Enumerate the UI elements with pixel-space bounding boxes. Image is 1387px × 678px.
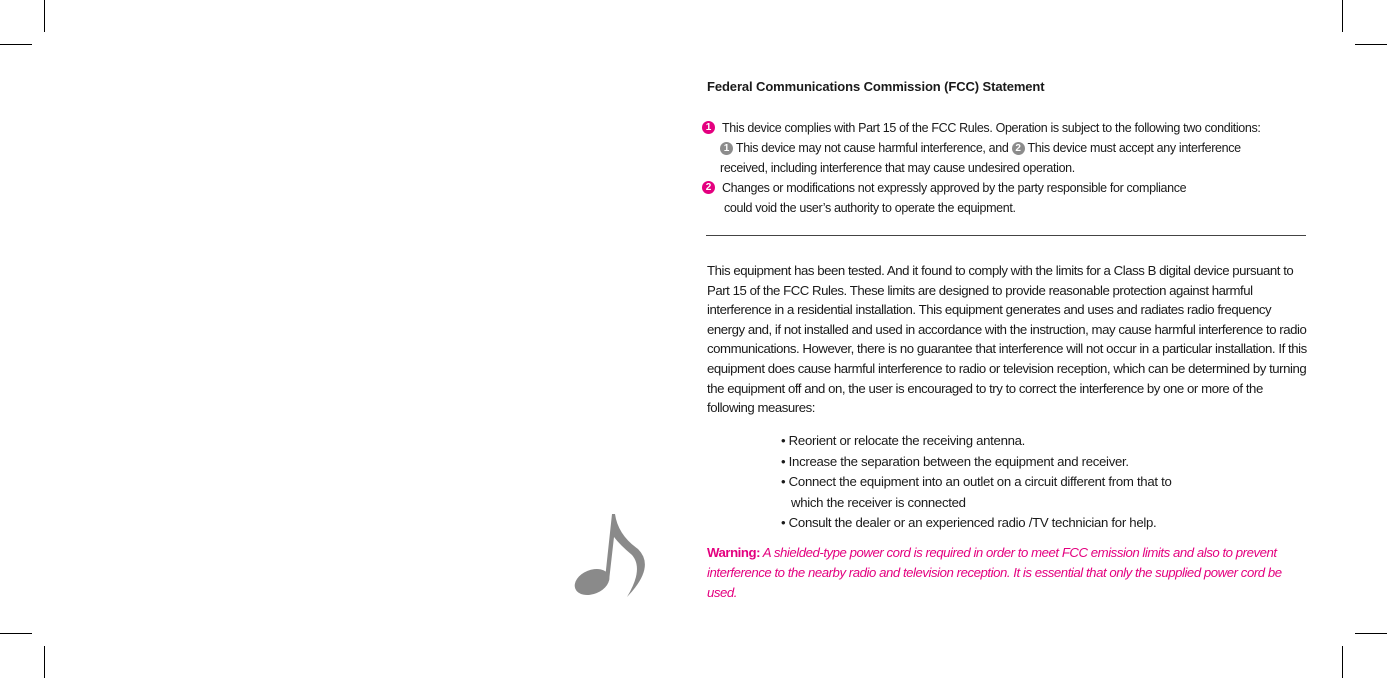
crop-mark [44, 646, 45, 678]
page-title: Federal Communications Commission (FCC) Statement [707, 79, 1045, 94]
list-item-conditions [720, 138, 1306, 158]
list-item: • Connect the equipment into an outlet on a circuit different from that to [781, 474, 1172, 490]
warning-text: A shielded-type power cord is required in order to meet FCC emission limits and also to prevent interference to the nearby radio and television reception. It is essential that only the supplied power cord be used. [707, 545, 1282, 600]
list-item-line: Changes or modifications not expressly approved by the party responsible for compliance [722, 181, 1187, 195]
warning-label: Warning: [707, 545, 761, 560]
number-badge: 1 [702, 121, 715, 134]
crop-mark [0, 44, 32, 45]
list-item-intro: This device complies with Part 15 of the FCC Rules. Operation is subject to the following two conditions: [722, 121, 1261, 135]
crop-mark [1355, 44, 1387, 45]
measures-list [781, 431, 1241, 534]
list-item [702, 118, 1306, 178]
list-item [702, 178, 1306, 218]
number-badge: 2 [1012, 142, 1025, 155]
list-item: • Consult the dealer or an experienced radio /TV technician for help. [781, 515, 1157, 531]
crop-mark [44, 0, 45, 32]
list-item-continuation: received, including interference that may cause undesired operation. [720, 161, 1075, 175]
crop-mark [1355, 633, 1387, 634]
condition-text: This device must accept any interference [1027, 141, 1241, 155]
number-badge: 2 [702, 181, 715, 194]
music-note-icon [572, 513, 654, 599]
crop-mark [1342, 0, 1343, 32]
list-item: • Increase the separation between the equipment and receiver. [781, 453, 1129, 469]
crop-mark [0, 633, 32, 634]
list-item-continuation: which the receiver is connected [791, 494, 966, 510]
fcc-conditions-list [702, 118, 1306, 218]
list-item: • Reorient or relocate the receiving antenna. [781, 433, 1026, 448]
crop-mark [1342, 646, 1343, 678]
divider [706, 235, 1306, 236]
list-item-line: could void the user’s authority to operate the equipment. [724, 201, 1016, 215]
number-badge: 1 [720, 142, 733, 155]
condition-text: This device may not cause harmful interference, and [735, 141, 1009, 155]
warning-notice [707, 543, 1307, 603]
compliance-paragraph: This equipment has been tested. And it found to comply with the limits for a Class B digital device pursuant to Part 15 of the FCC Rules. These limits are designed to provide reasonable protection against harmful interference in a residential installation. This equipment generates and uses and radiates radio frequency energy and, if not installed and used in accordance with the instruction, may cause harmful interference to radio communications. However, there is no guarantee that interference will not occur in a particular installation. If this equipment does cause harmful interference to radio or television reception, which can be determined by turning the equipment off and on, the user is encouraged to try to correct the interference by one or more of the following measures: [707, 263, 1307, 416]
